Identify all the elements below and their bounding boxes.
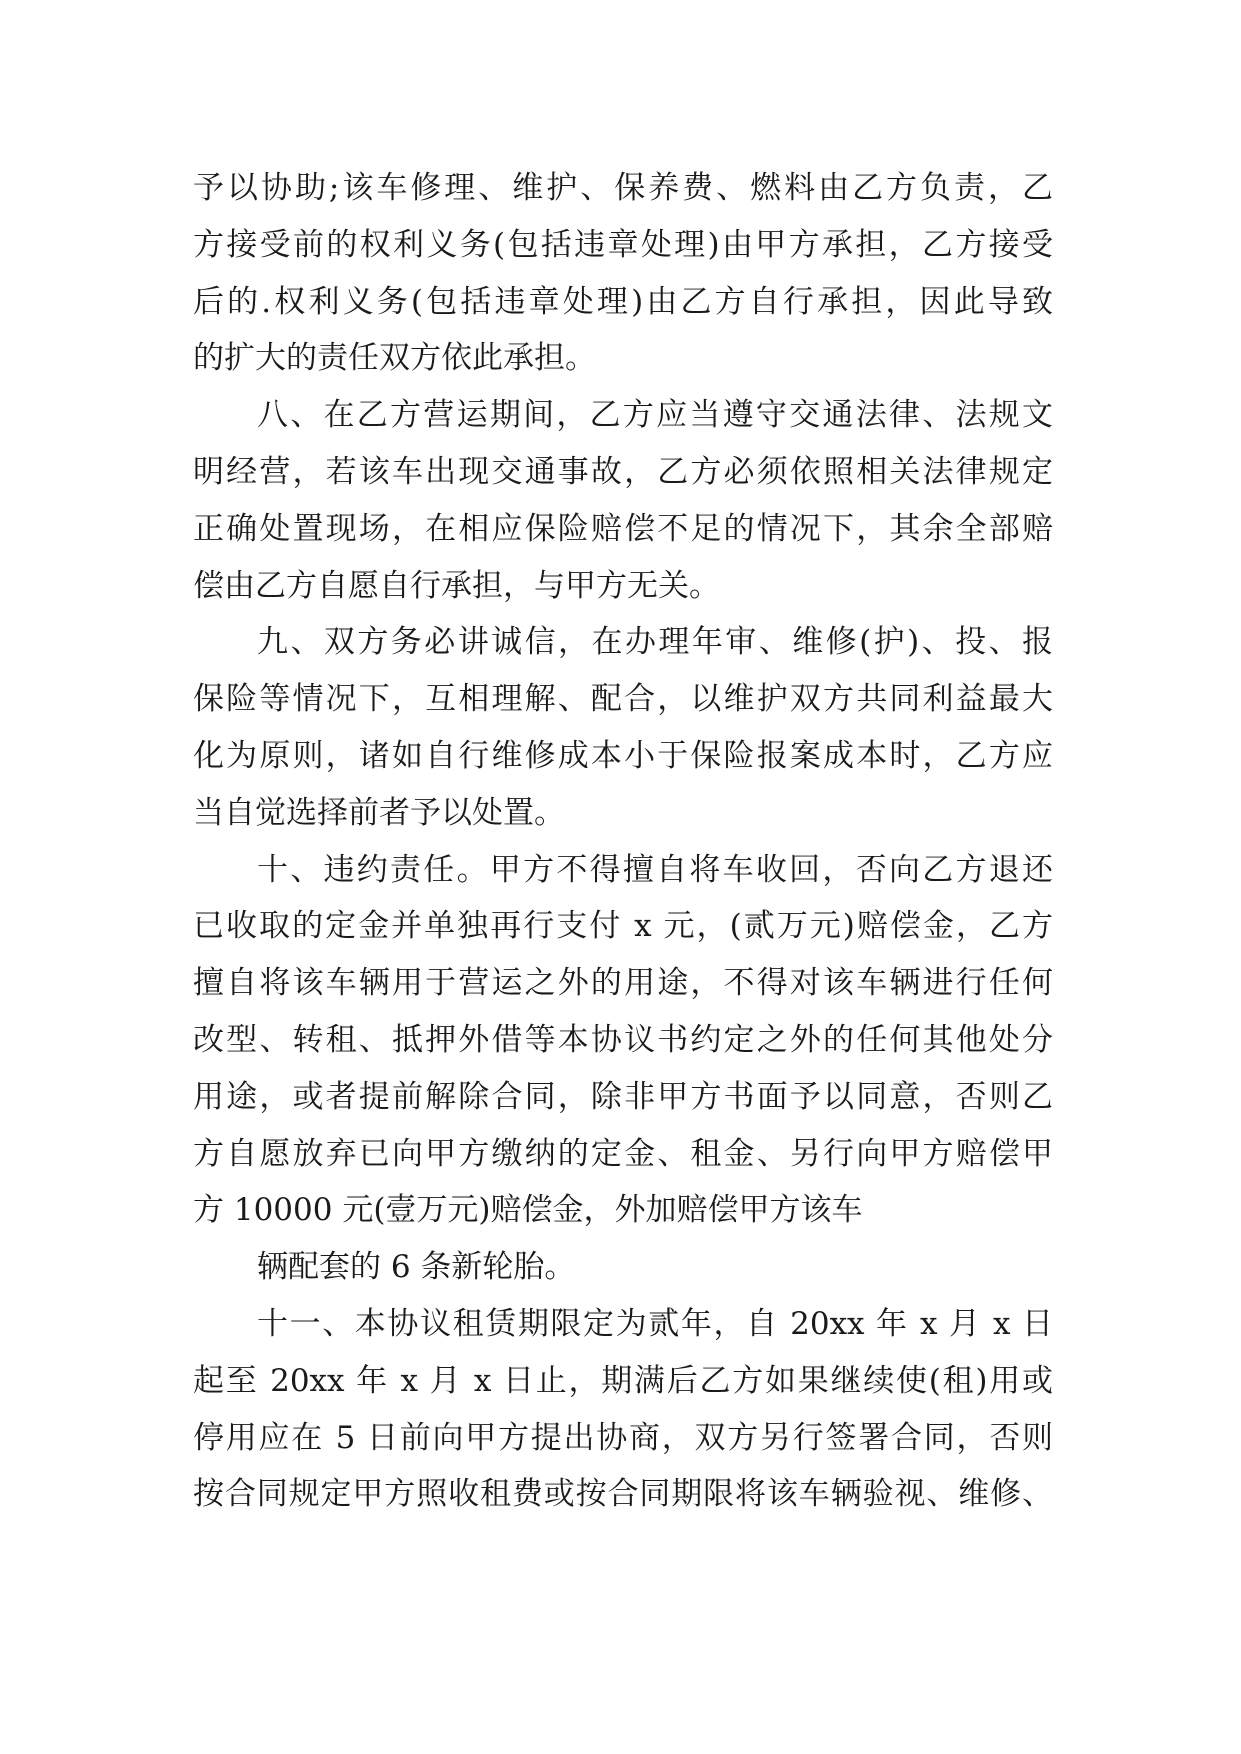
text-line: 方自愿放弃已向甲方缴纳的定金、租金、另行向甲方赔偿甲 xyxy=(193,1135,1053,1172)
text-line: 方接受前的权利义务(包括违章处理)由甲方承担，乙方接受 xyxy=(193,226,1053,263)
text-line: 十、违约责任。甲方不得擅自将车收回，否向乙方退还 xyxy=(257,851,1053,888)
document-body xyxy=(193,160,1053,1523)
text-line: 方 10000 元(壹万元)赔偿金，外加赔偿甲方该车 xyxy=(193,1192,863,1229)
text-line: 改型、转租、抵押外借等本协议书约定之外的任何其他处分 xyxy=(193,1021,1053,1058)
text-line: 用途，或者提前解除合同，除非甲方书面予以同意，否则乙 xyxy=(193,1078,1053,1115)
text-line: 八、在乙方营运期间，乙方应当遵守交通法律、法规文 xyxy=(257,397,1053,434)
text-line: 后的.权利义务(包括违章处理)由乙方自行承担，因此导致 xyxy=(193,283,1053,320)
text-line: 的扩大的责任双方依此承担。 xyxy=(193,340,596,377)
text-line: 当自觉选择前者予以处置。 xyxy=(193,794,565,831)
text-line: 偿由乙方自愿自行承担，与甲方无关。 xyxy=(193,567,720,604)
text-line: 九、双方务必讲诚信，在办理年审、维修(护)、投、报 xyxy=(257,624,1053,661)
text-line: 化为原则，诸如自行维修成本小于保险报案成本时，乙方应 xyxy=(193,737,1053,774)
text-line: 十一、本协议租赁期限定为贰年，自 20xx 年 x 月 x 日 xyxy=(257,1305,1053,1342)
text-line: 保险等情况下，互相理解、配合，以维护双方共同利益最大 xyxy=(193,681,1053,718)
text-line: 明经营，若该车出现交通事故，乙方必须依照相关法律规定 xyxy=(193,453,1053,490)
text-line: 擅自将该车辆用于营运之外的用途，不得对该车辆进行任何 xyxy=(193,965,1053,1002)
text-line: 辆配套的 6 条新轮胎。 xyxy=(257,1249,576,1286)
text-line: 停用应在 5 日前向甲方提出协商，双方另行签署合同，否则 xyxy=(193,1419,1053,1456)
text-line: 起至 20xx 年 x 月 x 日止，期满后乙方如果继续使(租)用或 xyxy=(193,1362,1053,1399)
text-line: 已收取的定金并单独再行支付 x 元，(贰万元)赔偿金，乙方 xyxy=(193,908,1053,945)
text-line: 按合同规定甲方照收租费或按合同期限将该车辆验视、维修、 xyxy=(193,1476,1053,1513)
text-line: 予以协助;该车修理、维护、保养费、燃料由乙方负责，乙 xyxy=(193,170,1053,206)
text-line: 正确处置现场，在相应保险赔偿不足的情况下，其余全部赔 xyxy=(193,510,1053,547)
